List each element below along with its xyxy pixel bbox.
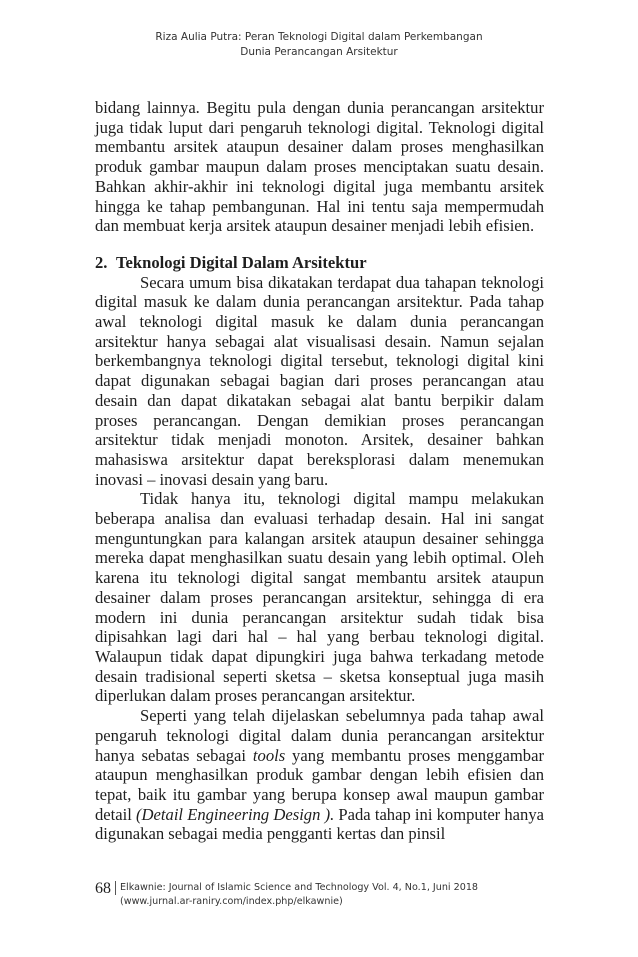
paragraph-3-italic-tools: tools — [252, 745, 286, 765]
footer-divider — [115, 881, 116, 895]
paragraph-3-text-2: yang membantu proses menggambar ataupun menghasilkan produk gambar dengan lebih efisien dan tepat, baik itu gambar yang berupa konsep awal maupun gambar detail — [95, 745, 544, 824]
running-header — [0, 30, 638, 60]
running-header-line-2: Dunia Perancangan Arsitektur — [240, 46, 398, 58]
paragraph-3-text-3: Pada tahap ini komputer hanya digunakan sebagai media pengganti kertas dan pinsil — [95, 804, 544, 844]
journal-url: (www.jurnal.ar-raniry.com/index.php/elkawnie) — [120, 896, 343, 907]
section-title: Teknologi Digital Dalam Arsitektur — [116, 252, 367, 272]
journal-citation: Elkawnie: Journal of Islamic Science and Technology Vol. 4, No.1, Juni 2018 — [120, 882, 479, 893]
paragraph-2: Tidak hanya itu, teknologi digital mampu melakukan beberapa analisa dan evaluasi terhadap desain. Hal ini sangat menguntungkan para kalangan arsitek ataupun desainer sehingga mereka dapat menghasilkan suatu desain yang lebih optimal. Oleh karena itu teknologi digital sangat membantu arsitek ataupun desainer dalam proses perancangan arsitektur, sehingga di era modern ini dunia perancangan arsitektur sudah tidak bisa dipisahkan lagi dari hal – hal yang berbau teknologi digital. Walaupun tidak dapat dipungkiri juga bahwa terkadang metode desain tradisional seperti sketsa – sketsa konseptual juga masih diperlukan dalam proses perancangan arsitektur. — [95, 489, 544, 706]
journal-info — [120, 881, 478, 909]
page-number: 68 — [95, 880, 111, 897]
intro-paragraph: bidang lainnya. Begitu pula dengan dunia perancangan arsitektur juga tidak luput dari pengaruh teknologi digital. Teknologi digital membantu arsitek ataupun desainer dalam proses menghasilkan produk gambar maupun dalam proses menciptakan suatu desain. Bahkan akhir-akhir ini teknologi digital juga membantu arsitek hingga ke tahap pembangunan. Hal ini tentu saja mempermudah dan membuat kerja arsitek ataupun desainer menjadi lebih efisien. — [95, 98, 544, 236]
body-text — [95, 98, 544, 844]
paragraph-3 — [95, 706, 544, 844]
paragraph-3-text-1: Seperti yang telah dijelaskan sebelumnya pada tahap awal pengaruh teknologi digital dalam dunia perancangan arsitektur hanya sebatas sebagai — [95, 706, 544, 765]
section-heading — [95, 253, 544, 273]
running-header-line-1: Riza Aulia Putra: Peran Teknologi Digital dalam Perkembangan — [155, 31, 483, 43]
section-number: 2. — [95, 252, 108, 272]
paragraph-1: Secara umum bisa dikatakan terdapat dua tahapan teknologi digital masuk ke dalam dunia perancangan arsitektur. Pada tahap awal teknologi digital masuk ke dalam dunia perancangan arsitektur hanya sebagai alat visualisasi desain. Namun sejalan berkembangnya teknologi digital tersebut, teknologi digital kini dapat digunakan sebagai bagian dari proses perancangan atau desain dan dapat dikatakan sebagai alat bantu berpikir dalam proses perancangan. Dengan demikian proses perancangan arsitektur tidak menjadi monoton. Arsitek, desainer bahkan mahasiswa arsitektur dapat bereksplorasi dalam menemukan inovasi – inovasi desain yang baru. — [95, 272, 544, 489]
paragraph-3-italic-ded: (Detail Engineering Design ). — [136, 804, 335, 824]
